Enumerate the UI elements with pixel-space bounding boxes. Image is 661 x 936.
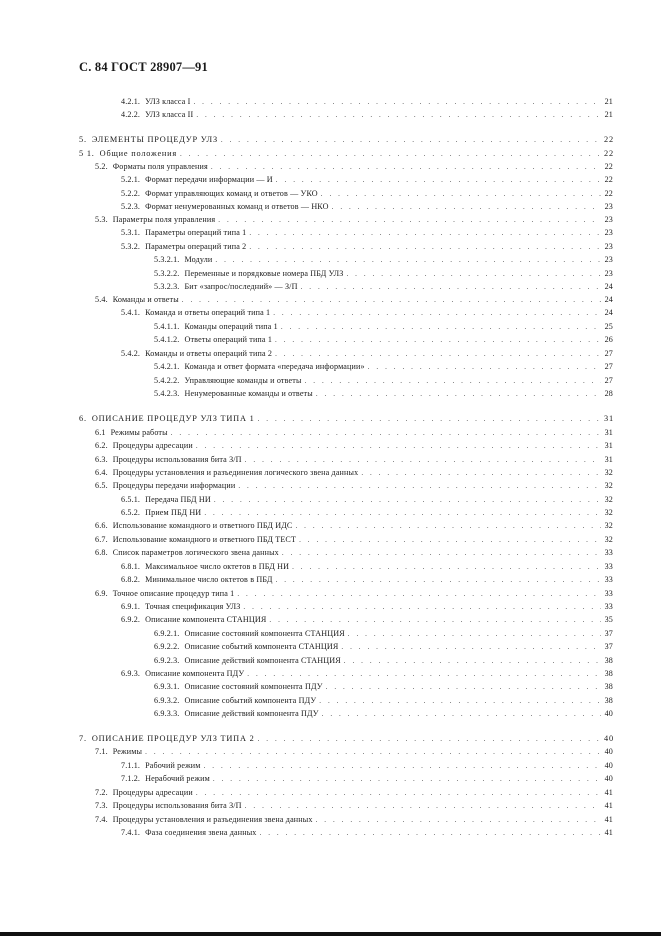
toc-entry	[154, 388, 613, 400]
toc-entry-number: 5.4.	[95, 295, 108, 304]
toc-entry-title: Процедуры передачи информации	[112, 481, 236, 490]
toc-entry-page: 33	[604, 562, 613, 571]
toc-entry	[154, 655, 613, 667]
toc-entry-number: 4.2.2.	[121, 110, 141, 119]
toc-entry-number: 5.4.2.3.	[154, 389, 180, 398]
toc-entry-page: 23	[604, 255, 613, 264]
toc-entry	[154, 375, 613, 387]
toc-entry-title: ОПИСАНИЕ ПРОЦЕДУР УЛЗ ТИПА 2	[91, 734, 255, 743]
toc-entry-title: Команды операций типа 1	[184, 322, 278, 331]
leader-dots	[221, 134, 601, 146]
toc-entry	[121, 188, 613, 200]
toc-entry-number: 5.4.1.1.	[154, 322, 180, 331]
toc-entry-page: 22	[604, 189, 613, 198]
toc-entry	[154, 334, 613, 346]
toc-entry-title: Ответы операций типа 1	[184, 335, 273, 344]
toc-entry-title: ЭЛЕМЕНТЫ ПРОЦЕДУР УЛЗ	[91, 135, 218, 144]
toc-entry-number: 5.4.2.1.	[154, 362, 180, 371]
toc-entry-number: 7.	[79, 734, 87, 743]
toc-entry-page: 32	[604, 481, 613, 490]
toc-entry	[79, 134, 613, 146]
toc-entry-number: 5.	[79, 135, 87, 144]
leader-dots	[215, 254, 601, 266]
toc-entry	[121, 227, 613, 239]
leader-dots	[346, 268, 601, 280]
leader-dots	[211, 161, 601, 173]
leader-dots	[275, 334, 601, 346]
toc-entry-title: Режимы работы	[110, 428, 168, 437]
toc-entry-number: 6.4.	[95, 468, 108, 477]
toc-entry	[154, 641, 613, 653]
leader-dots	[182, 294, 601, 306]
toc-entry-number: 6.9.1.	[121, 602, 141, 611]
toc-entry-page: 27	[604, 362, 613, 371]
leader-dots	[196, 109, 601, 121]
toc-entry-page: 21	[604, 110, 613, 119]
toc-entry-title: Формат ненумерованных команд и ответов — НКО	[145, 202, 329, 211]
leader-dots	[344, 655, 601, 667]
toc-entry-page: 32	[604, 535, 613, 544]
leader-dots	[238, 480, 601, 492]
toc-entry-title: Описание действий компонента СТАНЦИЯ	[184, 656, 341, 665]
toc-entry	[121, 773, 613, 785]
toc-entry-title: Общие положения	[99, 149, 178, 158]
leader-dots	[275, 348, 601, 360]
toc-entry-title: Точная спецификация УЛЗ	[145, 602, 241, 611]
toc-entry-page: 21	[604, 97, 613, 106]
leader-dots	[299, 534, 601, 546]
toc-entry	[95, 547, 613, 559]
toc-entry-title: ОПИСАНИЕ ПРОЦЕДУР УЛЗ ТИПА 1	[91, 414, 255, 423]
toc-entry	[154, 268, 613, 280]
toc-entry-number: 6.9.2.	[121, 615, 141, 624]
toc-entry-page: 37	[604, 642, 613, 651]
toc-entry-page: 31	[604, 414, 614, 423]
toc-entry-number: 5.4.2.2.	[154, 376, 180, 385]
toc-entry-page: 23	[604, 269, 613, 278]
toc-entry-title: Передача ПБД НИ	[145, 495, 211, 504]
toc-entry	[95, 814, 613, 826]
toc-entry-title: Процедуры адресации	[112, 788, 193, 797]
toc-entry-title: Список параметров логического звена данных	[112, 548, 279, 557]
leader-dots	[237, 588, 601, 600]
toc-entry-page: 37	[604, 629, 613, 638]
toc-entry	[121, 668, 613, 680]
toc-entry	[95, 440, 613, 452]
toc-entry-number: 5.3.	[95, 215, 108, 224]
toc-entry-number: 6.9.	[95, 589, 108, 598]
toc-entry-title: Фаза соединения звена данных	[145, 828, 257, 837]
toc-entry	[121, 348, 613, 360]
toc-entry-number: 6.7.	[95, 535, 108, 544]
toc-entry-title: Параметры поля управления	[112, 215, 216, 224]
toc-entry-title: Параметры операций типа 1	[145, 228, 247, 237]
toc-entry-title: Рабочий режим	[145, 761, 201, 770]
toc-entry-title: Описание состояний компонента СТАНЦИЯ	[184, 629, 345, 638]
toc-entry-number: 5.2.	[95, 162, 108, 171]
leader-dots	[319, 695, 601, 707]
toc-entry	[79, 733, 613, 745]
toc-entry-number: 5.4.1.2.	[154, 335, 180, 344]
toc-entry	[95, 480, 613, 492]
leader-dots	[245, 454, 601, 466]
toc-entry-page: 41	[604, 788, 613, 797]
toc-entry	[121, 574, 613, 586]
toc-entry-page: 31	[604, 455, 613, 464]
toc-entry-page: 40	[604, 734, 614, 743]
toc-entry	[121, 614, 613, 626]
leader-dots	[326, 681, 601, 693]
toc-entry-number: 5.3.2.3.	[154, 282, 180, 291]
toc-entry-number: 4.2.1.	[121, 97, 141, 106]
leader-dots	[332, 201, 601, 213]
toc-entry-page: 40	[604, 774, 613, 783]
toc-entry-number: 5 1.	[79, 149, 95, 158]
toc-entry-page: 27	[604, 376, 613, 385]
leader-dots	[247, 668, 601, 680]
toc-entry-title: Процедуры адресации	[112, 441, 193, 450]
leader-dots	[276, 174, 601, 186]
toc-entry	[121, 507, 613, 519]
toc-entry	[154, 695, 613, 707]
toc-entry-number: 6.9.2.2.	[154, 642, 180, 651]
toc-entry	[95, 467, 613, 479]
toc-entry-number: 6.8.2.	[121, 575, 141, 584]
toc-entry	[95, 161, 613, 173]
toc-entry-page: 23	[604, 215, 613, 224]
toc-entry-number: 5.3.2.	[121, 242, 141, 251]
leader-dots	[196, 440, 601, 452]
toc-entry-number: 6.5.2.	[121, 508, 141, 517]
toc-entry-title: Переменные и порядковые номера ПБД УЛЗ	[184, 269, 344, 278]
leader-dots	[305, 375, 601, 387]
toc-entry-page: 23	[604, 242, 613, 251]
leader-dots	[341, 641, 601, 653]
toc-entry-title: Описание действий компонента ПДУ	[184, 709, 319, 718]
toc-entry-number: 7.1.1.	[121, 761, 141, 770]
toc-entry-title: Параметры операций типа 2	[145, 242, 247, 251]
toc-entry	[121, 561, 613, 573]
toc-entry-number: 6.9.2.1.	[154, 629, 180, 638]
toc-entry-page: 38	[604, 669, 613, 678]
toc-entry-number: 5.2.1.	[121, 175, 141, 184]
toc-entry-title: Команды и ответы	[112, 295, 179, 304]
toc-entry	[154, 681, 613, 693]
bottom-border	[0, 932, 661, 936]
toc-entry-title: Бит «запрос/последний» — З/П	[184, 282, 298, 291]
toc-entry-page: 24	[604, 282, 613, 291]
toc-entry-title: Формат передачи информации — И	[145, 175, 273, 184]
toc-entry-page: 22	[604, 162, 613, 171]
toc-entry-number: 7.4.1.	[121, 828, 141, 837]
leader-dots	[245, 800, 601, 812]
toc-entry-title: Использование командного и ответного ПБД ИДС	[112, 521, 293, 530]
toc-entry	[79, 148, 613, 160]
toc-entry	[121, 494, 613, 506]
toc-entry-page: 23	[604, 202, 613, 211]
leader-dots	[322, 708, 601, 720]
leader-dots	[368, 361, 601, 373]
toc-entry-page: 32	[604, 508, 613, 517]
leader-dots	[276, 574, 602, 586]
toc-entry	[121, 241, 613, 253]
toc-entry-page: 35	[604, 615, 613, 624]
toc-entry	[121, 201, 613, 213]
leader-dots	[269, 614, 601, 626]
leader-dots	[316, 814, 601, 826]
toc-entry-page: 40	[604, 709, 613, 718]
toc-entry-page: 41	[604, 828, 613, 837]
toc-entry-title: Управляющие команды и ответы	[184, 376, 302, 385]
toc-entry-number: 6.8.1.	[121, 562, 141, 571]
toc-entry-title: Команда и ответы операций типа 1	[145, 308, 271, 317]
toc-entry-page: 22	[604, 135, 614, 144]
toc-entry-number: 6.5.1.	[121, 495, 141, 504]
toc-entry	[121, 109, 613, 121]
leader-dots	[348, 628, 601, 640]
leader-dots	[145, 746, 601, 758]
toc-entry-title: Максимальное число октетов в ПБД НИ	[145, 562, 290, 571]
toc-entry-number: 5.3.2.1.	[154, 255, 180, 264]
toc-entry-title: УЛЗ класса I	[145, 97, 191, 106]
toc-entry	[121, 601, 613, 613]
toc-entry	[121, 96, 613, 108]
toc-entry	[154, 281, 613, 293]
leader-dots	[204, 507, 601, 519]
toc-entry-title: Режимы	[112, 747, 143, 756]
toc-entry	[95, 520, 613, 532]
toc-entry-title: Модули	[184, 255, 213, 264]
leader-dots	[218, 214, 601, 226]
leader-dots	[361, 467, 601, 479]
toc-entry-title: Описание компонента СТАНЦИЯ	[145, 615, 267, 624]
leader-dots	[258, 733, 601, 745]
toc-entry-number: 5.3.1.	[121, 228, 141, 237]
leader-dots	[295, 520, 601, 532]
toc-entry-number: 6.9.2.3.	[154, 656, 180, 665]
toc-entry-number: 6.6.	[95, 521, 108, 530]
leader-dots	[258, 413, 601, 425]
toc-entry	[154, 254, 613, 266]
toc-entry-title: Ненумерованные команды и ответы	[184, 389, 313, 398]
leader-dots	[321, 188, 601, 200]
toc-entry-number: 7.2.	[95, 788, 108, 797]
toc-entry-page: 26	[604, 335, 613, 344]
toc-entry-title: Нерабочий режим	[145, 774, 210, 783]
toc-entry-number: 6.9.3.1.	[154, 682, 180, 691]
toc-entry-number: 7.1.	[95, 747, 108, 756]
toc-entry-page: 22	[604, 175, 613, 184]
toc-entry-title: Точное описание процедур типа 1	[112, 589, 235, 598]
leader-dots	[204, 760, 601, 772]
toc-entry-page: 32	[604, 521, 613, 530]
toc-entry-title: Описание компонента ПДУ	[145, 669, 245, 678]
toc-entry-page: 23	[604, 228, 613, 237]
toc-entry-page: 24	[604, 308, 613, 317]
toc-entry-title: Формат управляющих команд и ответов — УКО	[145, 189, 318, 198]
toc-entry	[95, 294, 613, 306]
leader-dots	[301, 281, 601, 293]
leader-dots	[281, 321, 601, 333]
toc-entry	[95, 427, 613, 439]
toc-entry-title: УЛЗ класса II	[145, 110, 194, 119]
toc-entry-page: 38	[604, 696, 613, 705]
leader-dots	[196, 787, 601, 799]
toc-entry	[121, 827, 613, 839]
toc-entry-page: 41	[604, 815, 613, 824]
toc-entry-number: 7.1.2.	[121, 774, 141, 783]
leader-dots	[249, 241, 601, 253]
toc-entry-page: 38	[604, 682, 613, 691]
toc-entry-number: 5.2.3.	[121, 202, 141, 211]
toc-entry-page: 28	[604, 389, 613, 398]
page-header: С. 84 ГОСТ 28907—91	[79, 60, 208, 74]
toc-entry-title: Процедуры установления и разъединения звена данных	[112, 815, 313, 824]
toc-entry-title: Использование командного и ответного ПБД ТЕСТ	[112, 535, 297, 544]
toc-entry	[121, 307, 613, 319]
toc-entry-number: 7.4.	[95, 815, 108, 824]
toc-entry-page: 41	[604, 801, 613, 810]
toc-entry-number: 6.9.3.3.	[154, 709, 180, 718]
leader-dots	[171, 427, 601, 439]
toc-entry-page: 40	[604, 761, 613, 770]
toc-entry-title: Описание событий компонента СТАНЦИЯ	[184, 642, 339, 651]
toc-entry-page: 22	[604, 149, 614, 158]
toc-entry-title: Команды и ответы операций типа 2	[145, 349, 273, 358]
toc-entry	[79, 413, 613, 425]
toc-entry-number: 6.2.	[95, 441, 108, 450]
toc-entry-page: 24	[604, 295, 613, 304]
toc-entry-number: 6.8.	[95, 548, 108, 557]
toc-entry-page: 33	[604, 548, 613, 557]
toc-entry-number: 5.4.2.	[121, 349, 141, 358]
toc-entry-page: 32	[604, 468, 613, 477]
toc-entry	[154, 628, 613, 640]
toc-entry-page: 33	[604, 575, 613, 584]
toc-entry-page: 40	[604, 747, 613, 756]
toc-entry	[95, 454, 613, 466]
leader-dots	[316, 388, 601, 400]
toc-entry-title: Описание событий компонента ПДУ	[184, 696, 317, 705]
toc-entry-page: 33	[604, 602, 613, 611]
toc-entry-page: 31	[604, 428, 613, 437]
leader-dots	[282, 547, 601, 559]
toc-entry	[95, 787, 613, 799]
leader-dots	[180, 148, 601, 160]
toc-entry-title: Команда и ответ формата «передача информации»	[184, 362, 365, 371]
toc-entry-page: 27	[604, 349, 613, 358]
toc-entry-number: 5.4.1.	[121, 308, 141, 317]
leader-dots	[273, 307, 601, 319]
leader-dots	[292, 561, 601, 573]
toc-entry-number: 6.3.	[95, 455, 108, 464]
leader-dots	[213, 773, 601, 785]
leader-dots	[243, 601, 601, 613]
leader-dots	[193, 96, 601, 108]
toc-entry	[95, 746, 613, 758]
toc-entry	[154, 321, 613, 333]
toc-entry-number: 6.5.	[95, 481, 108, 490]
toc-entry-title: Процедуры использования бита З/П	[112, 801, 242, 810]
toc-entry-number: 5.2.2.	[121, 189, 141, 198]
toc-entry	[95, 588, 613, 600]
toc-entry-title: Процедуры установления и разъединения логического звена данных	[112, 468, 359, 477]
toc-entry-number: 6.9.3.2.	[154, 696, 180, 705]
toc-entry-title: Прием ПБД НИ	[145, 508, 202, 517]
toc-entry-number: 5.3.2.2.	[154, 269, 180, 278]
toc-entry	[95, 214, 613, 226]
toc-entry-number: 6.	[79, 414, 87, 423]
toc-entry	[121, 174, 613, 186]
toc-entry-number: 7.3.	[95, 801, 108, 810]
toc-entry-title: Процедуры использования бита З/П	[112, 455, 242, 464]
toc-entry	[154, 361, 613, 373]
leader-dots	[214, 494, 601, 506]
toc-entry-title: Описание состояний компонента ПДУ	[184, 682, 323, 691]
toc-entry	[154, 708, 613, 720]
toc-entry-title: Форматы поля управления	[112, 162, 208, 171]
leader-dots	[249, 227, 601, 239]
toc-entry-page: 31	[604, 441, 613, 450]
leader-dots	[260, 827, 602, 839]
toc-entry	[95, 534, 613, 546]
toc-entry-number: 6.1	[95, 428, 106, 437]
toc-entry-page: 38	[604, 656, 613, 665]
toc-entry-number: 6.9.3.	[121, 669, 141, 678]
toc-entry-page: 32	[604, 495, 613, 504]
toc-entry	[121, 760, 613, 772]
toc-entry-page: 25	[604, 322, 613, 331]
toc-entry-page: 33	[604, 589, 613, 598]
toc-entry	[95, 800, 613, 812]
toc-entry-title: Минимальное число октетов в ПБД	[145, 575, 273, 584]
